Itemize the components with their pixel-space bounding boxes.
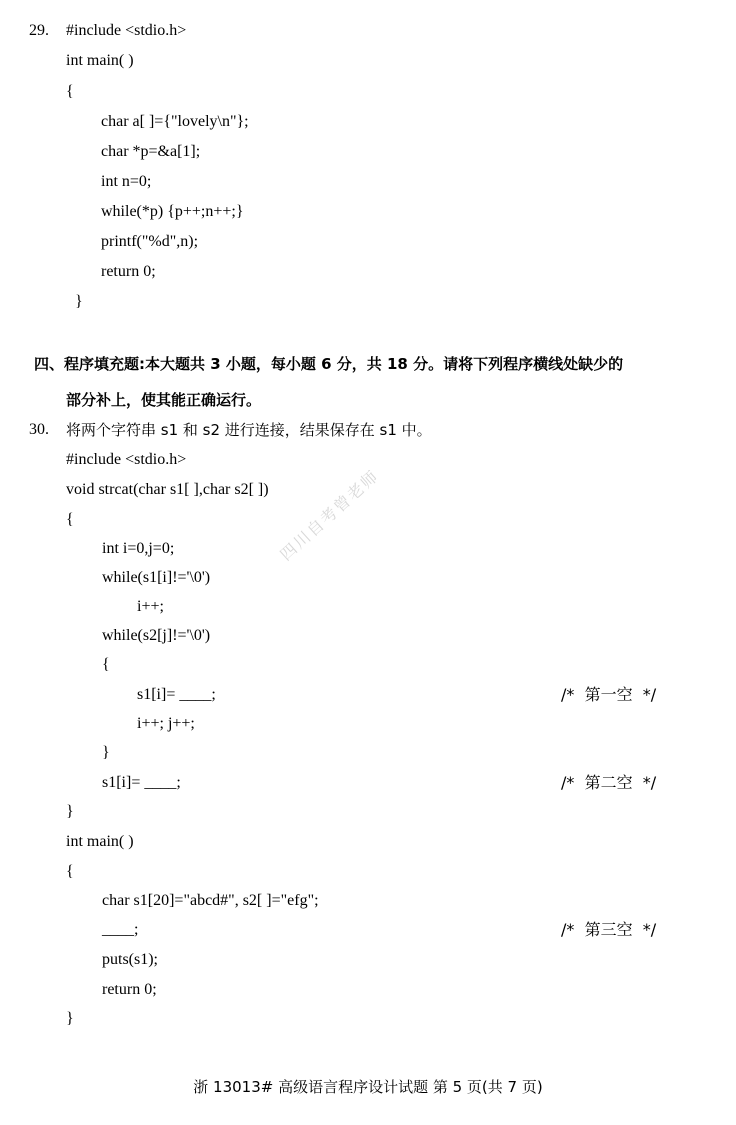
code-line: char *p=&a[1]; bbox=[101, 143, 201, 160]
blank-2-comment: /* 第二空 */ bbox=[561, 773, 657, 792]
code-line: while(s1[i]!='\0') bbox=[102, 569, 211, 586]
code-line: i++; bbox=[137, 598, 164, 615]
question-number-30: 30. bbox=[29, 421, 49, 438]
code-line: { bbox=[66, 83, 74, 100]
code-line: #include <stdio.h> bbox=[66, 22, 187, 39]
code-line-blank-1: s1[i]= ____; bbox=[137, 686, 216, 703]
code-line: while(*p) {p++;n++;} bbox=[101, 203, 244, 220]
code-line: } bbox=[75, 293, 83, 310]
section-heading: 四、程序填充题:本大题共 3 小题，每小题 6 分，共 18 分。请将下列程序横线处缺少的 bbox=[34, 355, 624, 373]
code-line: int main( ) bbox=[66, 52, 134, 69]
code-line: return 0; bbox=[102, 981, 157, 998]
code-line: char s1[20]="abcd#", s2[ ]="efg"; bbox=[102, 892, 319, 909]
code-line: return 0; bbox=[101, 263, 156, 280]
code-line: { bbox=[66, 863, 74, 880]
page-footer: 浙 13013# 高级语言程序设计试题 第 5 页(共 7 页) bbox=[193, 1078, 543, 1096]
code-line: void strcat(char s1[ ],char s2[ ]) bbox=[66, 481, 269, 498]
code-line: int main( ) bbox=[66, 833, 134, 850]
code-line: } bbox=[102, 744, 110, 761]
code-line-blank-3: ____; bbox=[102, 921, 139, 938]
code-line-blank-2: s1[i]= ____; bbox=[102, 774, 181, 791]
code-line: int n=0; bbox=[101, 173, 152, 190]
blank-3-comment: /* 第三空 */ bbox=[561, 920, 657, 939]
section-heading-continued: 部分补上，使其能正确运行。 bbox=[66, 391, 262, 409]
code-line: puts(s1); bbox=[102, 951, 158, 968]
code-line: i++; j++; bbox=[137, 715, 195, 732]
watermark-text: 四川自考曾老师 bbox=[276, 465, 383, 565]
blank-1-comment: /* 第一空 */ bbox=[561, 685, 657, 704]
code-line: #include <stdio.h> bbox=[66, 451, 187, 468]
code-line: int i=0,j=0; bbox=[102, 540, 175, 557]
code-line: { bbox=[66, 511, 74, 528]
code-line: printf("%d",n); bbox=[101, 233, 199, 250]
code-line: { bbox=[102, 656, 110, 673]
code-line: while(s2[j]!='\0') bbox=[102, 627, 211, 644]
question-prompt: 将两个字符串 s1 和 s2 进行连接，结果保存在 s1 中。 bbox=[66, 421, 432, 439]
code-line: } bbox=[66, 803, 74, 820]
question-number-29: 29. bbox=[29, 22, 49, 39]
code-line: } bbox=[66, 1010, 74, 1027]
code-line: char a[ ]={"lovely\n"}; bbox=[101, 113, 249, 130]
